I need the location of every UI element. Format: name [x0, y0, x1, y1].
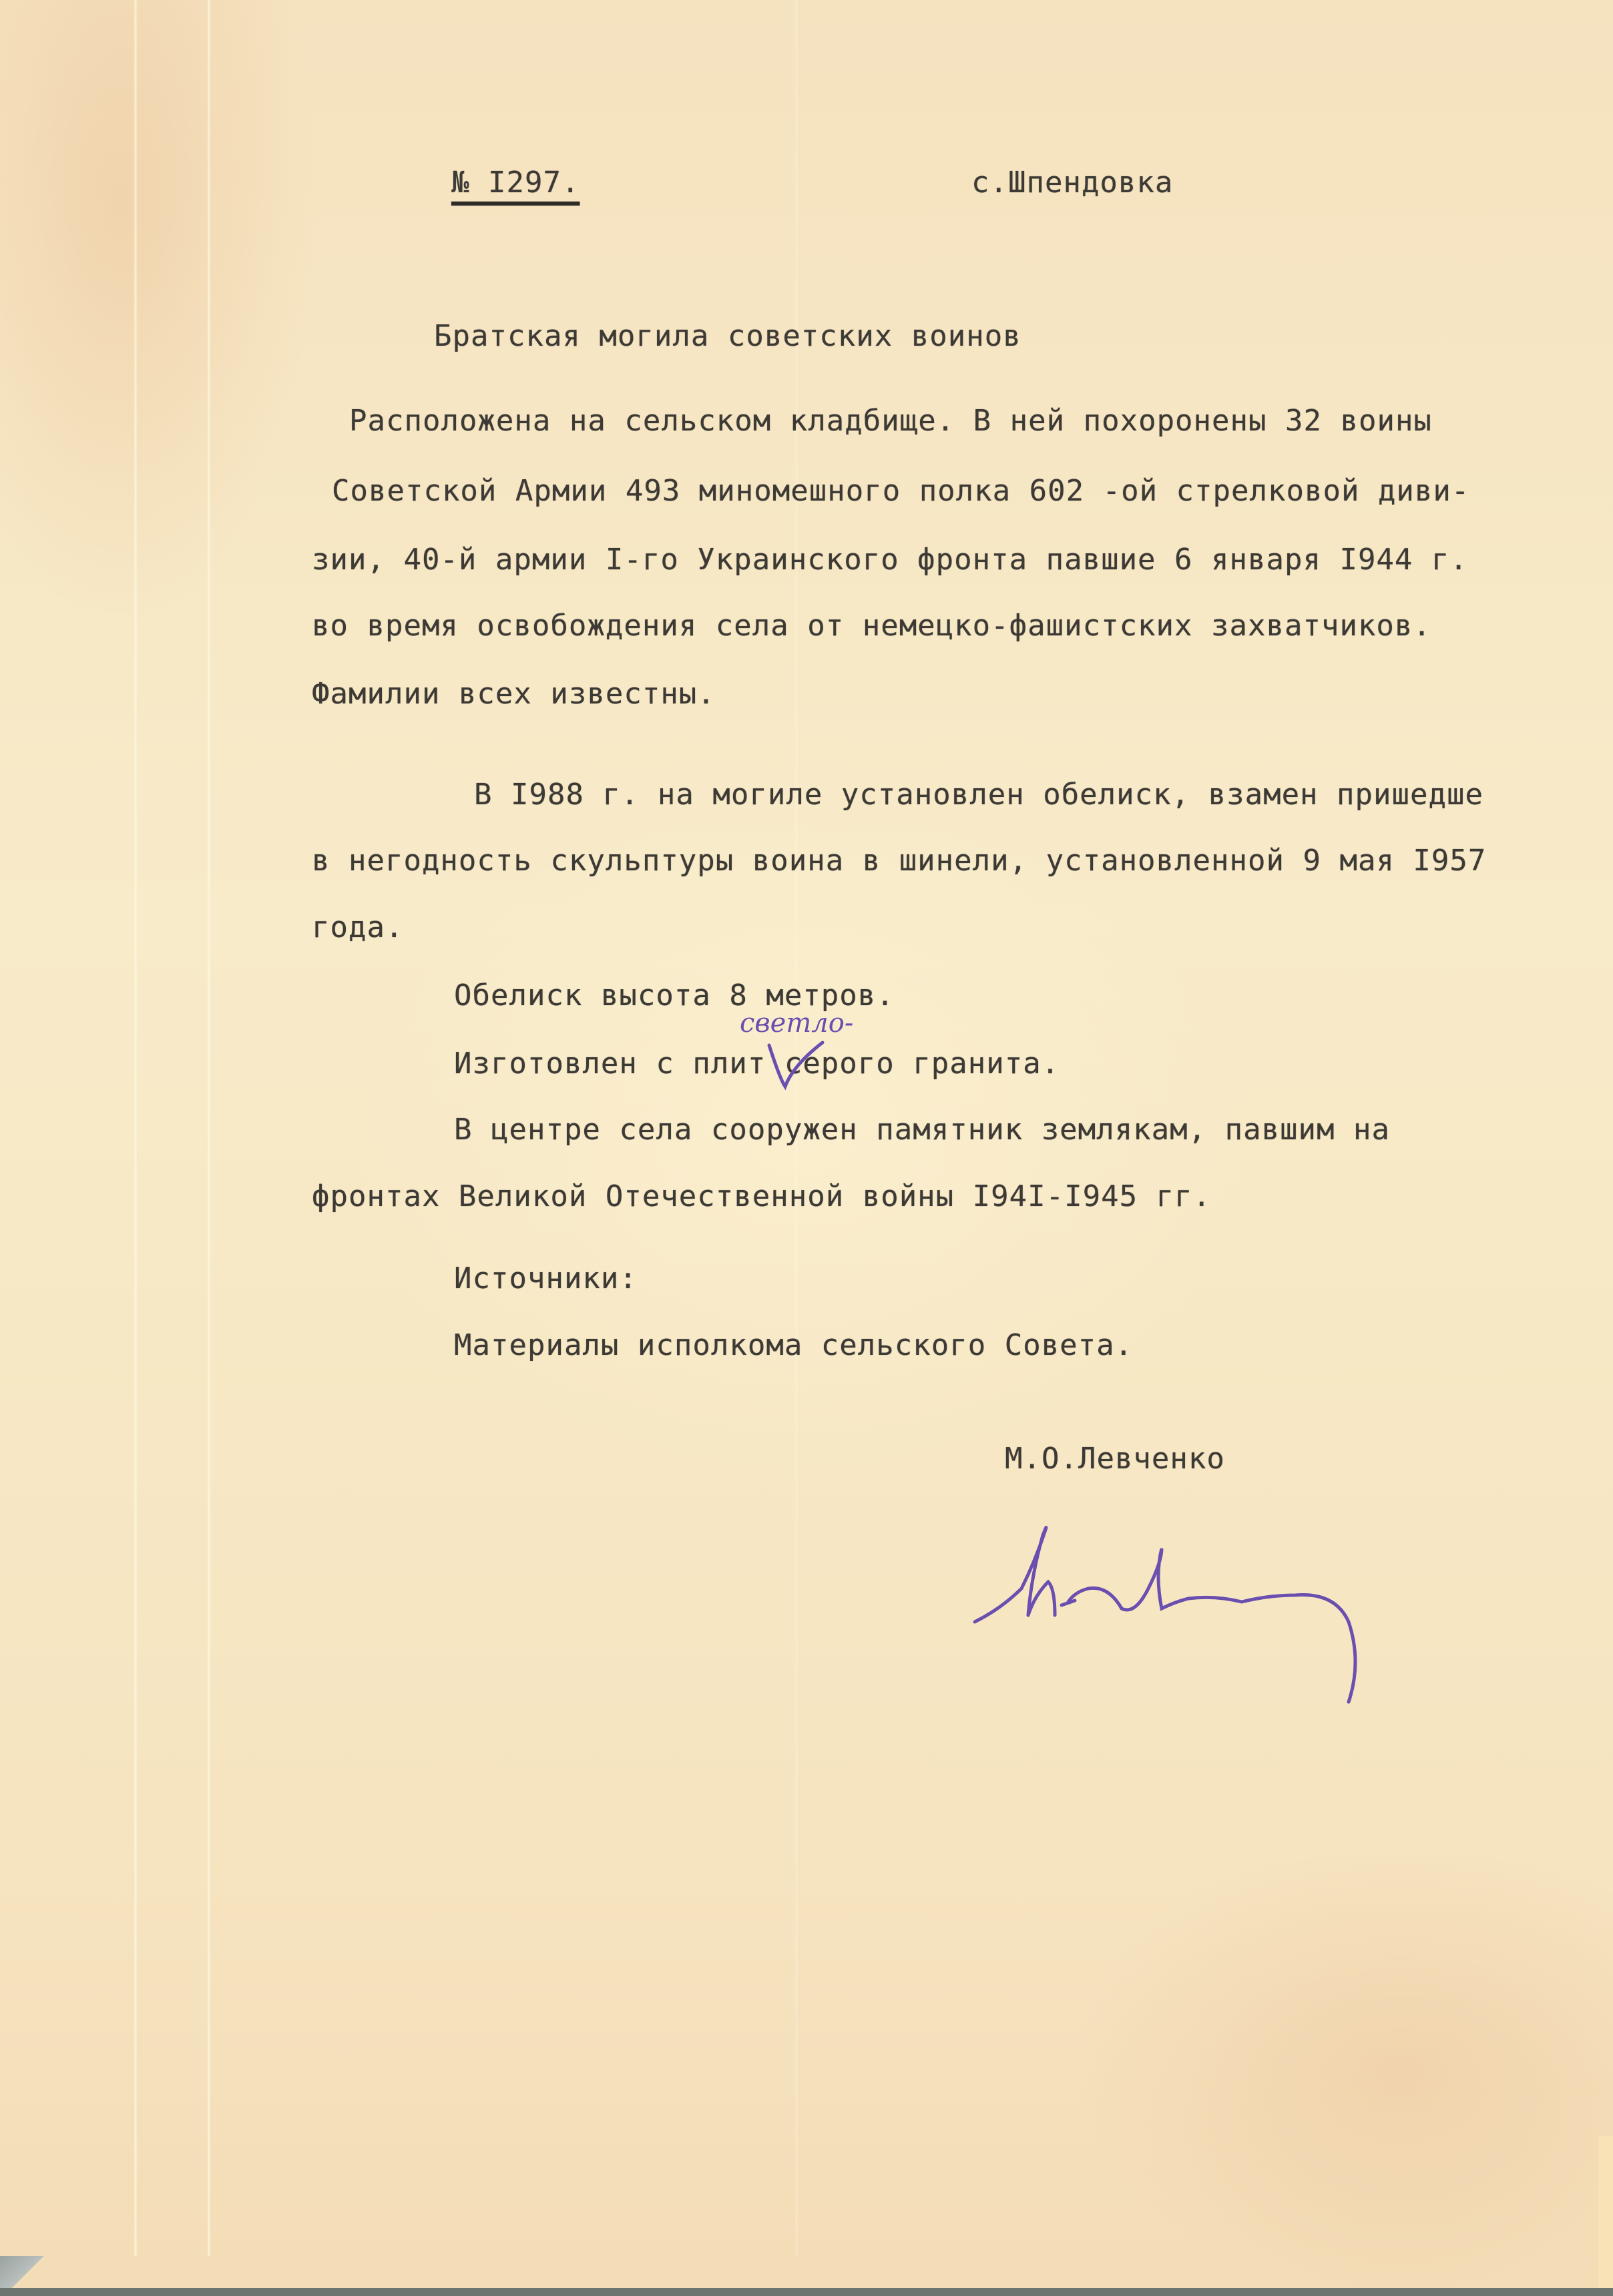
paragraph2-line: В I988 г. на могиле установлен обелиск, взамен пришедше — [474, 778, 1483, 812]
sources-label: Источники: — [454, 1261, 638, 1296]
paragraph3-line: В центре села сооружен памятник землякам, павшим на — [454, 1113, 1391, 1147]
paragraph1-line: зии, 40-й армии I-го Украинского фронта павшие 6 января I944 г. — [312, 543, 1468, 577]
handwritten-insert: светло- — [740, 1008, 854, 1039]
obelisk-height: Обелиск высота 8 метров. — [454, 978, 895, 1013]
signature-icon — [961, 1508, 1389, 1722]
scan-bottom-edge — [0, 2288, 1613, 2296]
paragraph3-line: фронтах Великой Отечественной войны I94I-I945 гг. — [312, 1179, 1212, 1213]
paragraph1-line: Советской Армии 493 миномешного полка 602 -ой стрелковой диви- — [332, 474, 1470, 508]
village-name: с.Шпендовка — [971, 166, 1174, 200]
scan-edge-strip — [1598, 2136, 1613, 2296]
obelisk-material: Изготовлен с плит серого гранита. — [454, 1047, 1060, 1081]
paragraph2-line: в негодность скульптуры воина в шинели, установленной 9 мая I957 — [312, 844, 1487, 878]
sources-text: Материалы исполкома сельского Совета. — [454, 1328, 1134, 1362]
paper-fold-line — [134, 0, 138, 2256]
paper-fold-line — [207, 0, 211, 2256]
paragraph1-line: Фамилии всех известны. — [312, 677, 716, 711]
paragraph1-line: Расположена на сельском кладбище. В ней похоронены 32 воины — [349, 404, 1432, 438]
insertion-caret-icon — [766, 1039, 827, 1092]
paragraph2-line: года. — [312, 910, 404, 944]
document-title: Братская могила советских воинов — [434, 319, 1021, 353]
paragraph1-line: во время освобождения села от немецко-фашистских захватчиков. — [312, 609, 1431, 643]
author-name: М.О.Левченко — [1005, 1442, 1225, 1476]
document-number: № I297. — [451, 166, 580, 200]
